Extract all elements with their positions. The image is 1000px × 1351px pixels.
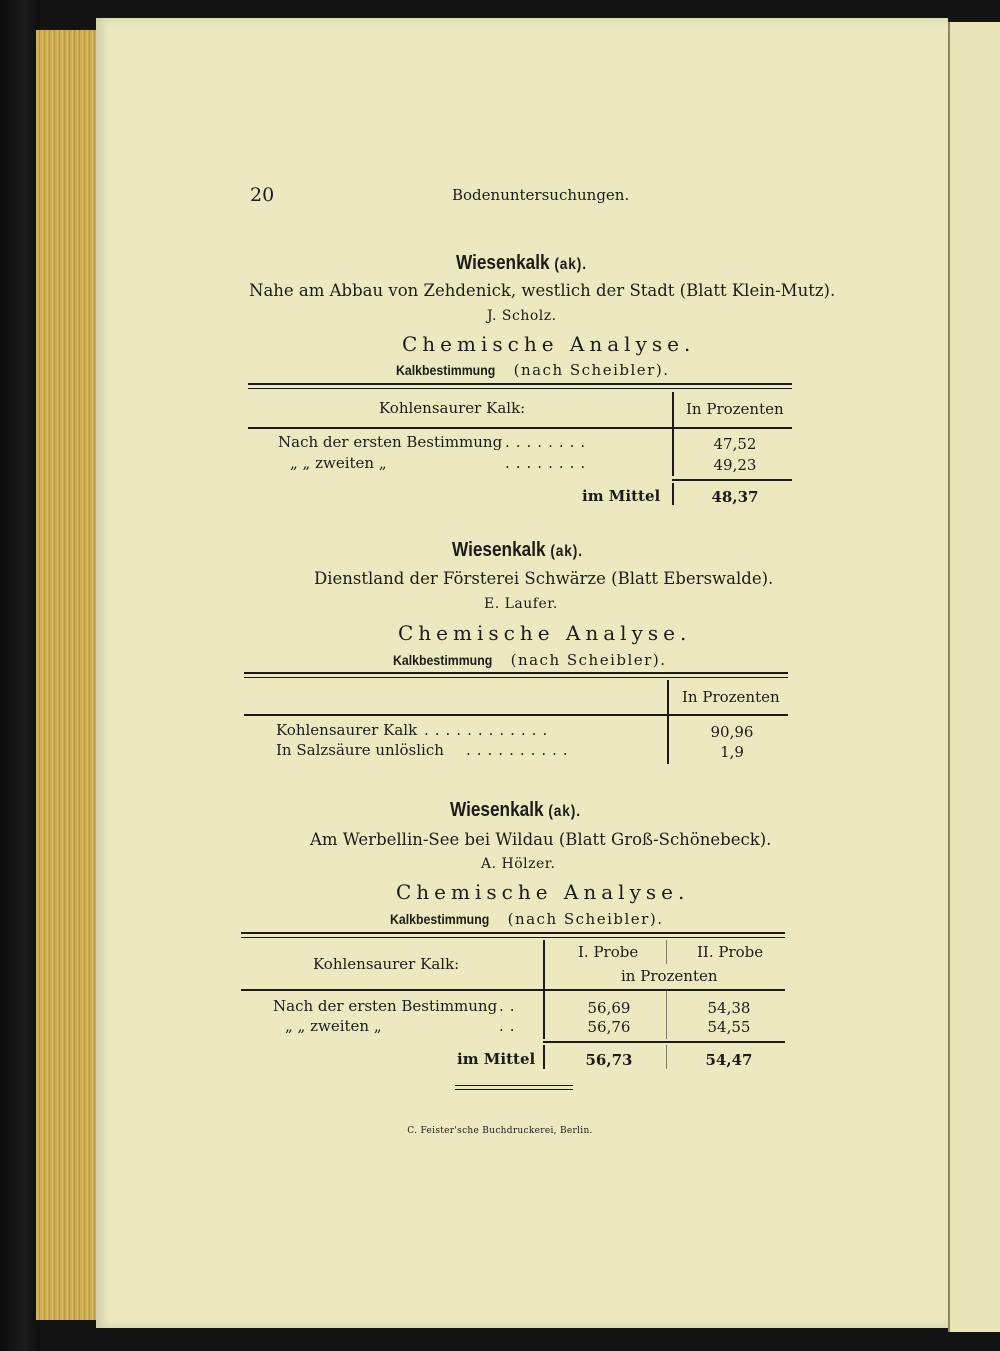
mean-value: 48,37 (711, 488, 759, 506)
analysis-heading: Chemische Analyse. (398, 621, 692, 645)
mean-label: im Mittel (582, 487, 661, 505)
method-line (390, 910, 663, 928)
row-label: In Salzsäure unlöslich (276, 741, 444, 759)
closing-rule-2 (455, 1089, 573, 1090)
row-value: 90,96 (710, 723, 754, 741)
row-dots: .. (499, 997, 521, 1015)
table-rule-header (248, 427, 792, 429)
probe-divider (666, 991, 667, 1039)
section-title (450, 799, 581, 822)
table-rule-top (244, 672, 788, 674)
location: Dienstland der Försterei Schwärze (Blatt Eberswalde). (314, 569, 774, 588)
row-label: „ „ zweiten „ (290, 454, 387, 472)
title-code: (ak). (550, 543, 583, 560)
row-value-2: 54,38 (707, 999, 751, 1017)
mean-value-2: 54,47 (705, 1051, 753, 1069)
title-text: Wiesenkalk (452, 539, 546, 561)
row-label: Nach der ersten Bestimmung (278, 433, 503, 451)
row-label: Kohlensaurer Kalk (276, 721, 418, 739)
row-label: „ „ zweiten „ (285, 1017, 382, 1035)
col-header-left: Kohlensaurer Kalk: (379, 399, 526, 417)
row-value: 47,52 (713, 435, 757, 453)
row-dots: .......... (466, 741, 574, 759)
col-header-probe2: II. Probe (697, 943, 764, 961)
row-dots: ............ (424, 721, 554, 739)
row-dots: .. (499, 1017, 521, 1035)
title-code: (ak). (554, 256, 587, 273)
running-title: Bodenuntersuchungen. (452, 186, 630, 204)
title-text: Wiesenkalk (450, 799, 544, 821)
col-header-left: Kohlensaurer Kalk: (313, 955, 460, 973)
book-spine (0, 0, 40, 1351)
section-title (452, 539, 583, 562)
method-bold: Kalkbestimmung (390, 911, 490, 927)
probe-divider (666, 940, 667, 964)
section-title (456, 252, 587, 275)
row-value-1: 56,76 (587, 1018, 631, 1036)
table-rule-top-thin (244, 677, 788, 678)
table-rule-top (248, 383, 792, 385)
row-value-2: 54,55 (707, 1018, 751, 1036)
printer-imprint: C. Feister'sche Buchdruckerei, Berlin. (407, 1126, 593, 1136)
mean-value-1: 56,73 (585, 1051, 633, 1069)
col-divider (543, 991, 545, 1039)
table-rule-top (241, 932, 785, 934)
title-text: Wiesenkalk (456, 252, 550, 274)
method-rest: (nach Scheibler). (507, 910, 664, 928)
row-value-1: 56,69 (587, 999, 631, 1017)
author: E. Laufer. (484, 596, 558, 612)
row-value: 1,9 (720, 743, 744, 761)
table-rule-top-thin (248, 388, 792, 389)
location: Am Werbellin-See bei Wildau (Blatt Groß-Schönebeck). (310, 830, 772, 849)
col-header-sub: in Prozenten (621, 967, 718, 985)
row-dots: ........ (505, 433, 592, 451)
closing-rule (455, 1085, 573, 1086)
author: A. Hölzer. (481, 856, 556, 872)
method-line (396, 361, 669, 379)
location: Nahe am Abbau von Zehdenick, westlich der Stadt (Blatt Klein-Mutz). (249, 281, 836, 300)
col-header-probe1: I. Probe (578, 943, 639, 961)
col-divider (543, 1045, 545, 1069)
method-line (393, 651, 666, 669)
col-header-right: In Prozenten (686, 400, 784, 418)
table-rule-header (244, 714, 788, 716)
row-value: 49,23 (713, 456, 757, 474)
row-label: Nach der ersten Bestimmung (273, 997, 498, 1015)
mean-label: im Mittel (457, 1050, 536, 1068)
col-divider (667, 680, 669, 715)
analysis-heading: Chemische Analyse. (396, 880, 690, 904)
title-code: (ak). (548, 803, 581, 820)
method-bold: Kalkbestimmung (393, 652, 493, 668)
method-rest: (nach Scheibler). (513, 361, 670, 379)
method-bold: Kalkbestimmung (396, 362, 496, 378)
col-divider (672, 483, 674, 505)
page-number: 20 (250, 184, 275, 206)
analysis-heading: Chemische Analyse. (402, 332, 696, 356)
mean-rule (672, 479, 792, 481)
col-header-right: In Prozenten (682, 688, 780, 706)
probe-divider (666, 1045, 667, 1069)
col-divider (667, 716, 669, 764)
author: J. Scholz. (487, 308, 557, 324)
table-rule-top-thin (241, 937, 785, 938)
col-divider (672, 392, 674, 428)
col-divider (672, 429, 674, 476)
table-rule-header (241, 989, 785, 991)
row-dots: ........ (505, 454, 592, 472)
method-rest: (nach Scheibler). (510, 651, 667, 669)
col-divider (543, 940, 545, 990)
mean-rule (543, 1041, 785, 1043)
